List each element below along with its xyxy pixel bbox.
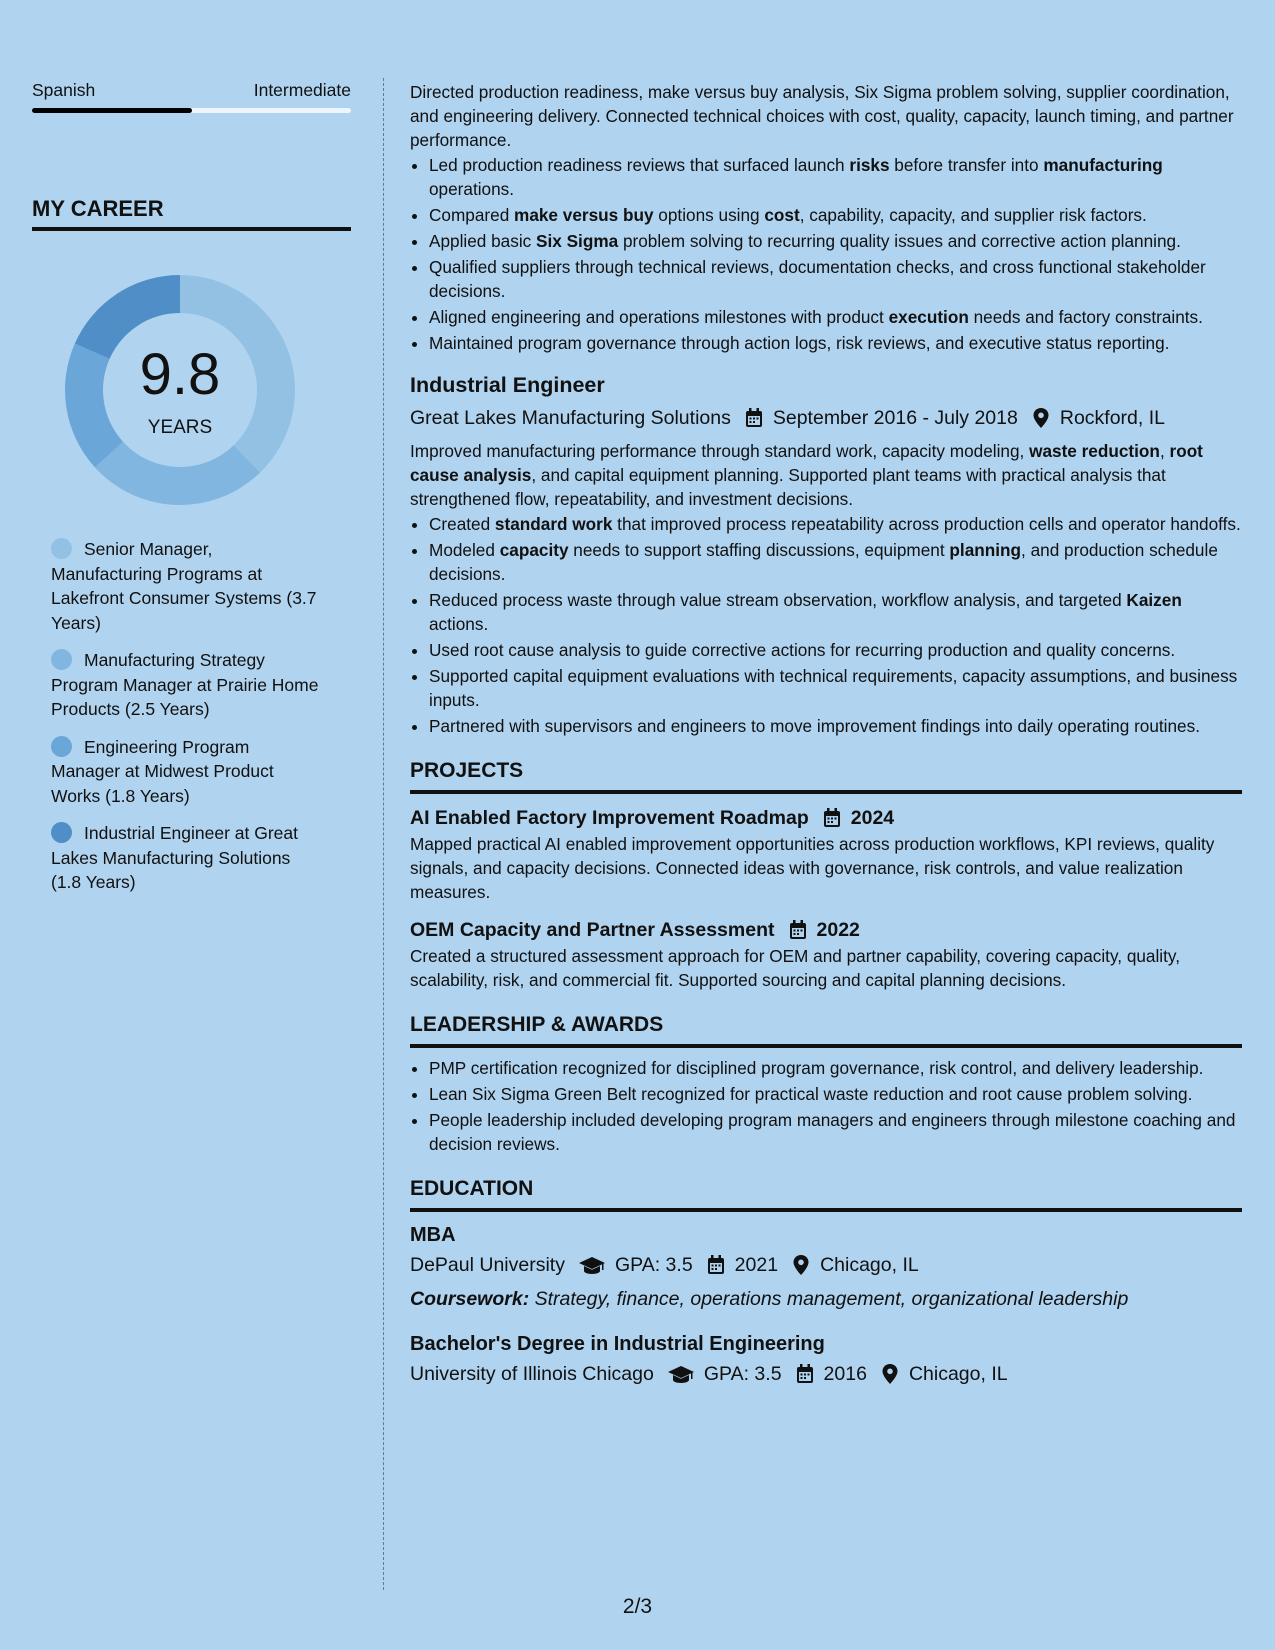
project-title-row	[410, 804, 1242, 832]
project-title: AI Enabled Factory Improvement Roadmap	[410, 807, 809, 829]
calendar-icon	[823, 808, 841, 828]
language-proficiency-fill	[32, 108, 192, 113]
career-donut-chart	[65, 275, 295, 505]
list-item: • Maintained program governance through action logs, risk reviews, and executive status reporting.	[429, 331, 1242, 355]
career-legend	[51, 537, 321, 895]
coursework-text: Strategy, finance, operations management, organizational leadership	[529, 1288, 1129, 1310]
list-item: • Partnered with supervisors and engineers to move improvement findings into daily operating routines.	[429, 714, 1242, 738]
list-item: • People leadership included developing program managers and engineers through milestone coaching and decision reviews.	[429, 1108, 1242, 1156]
education-year: 2021	[734, 1254, 779, 1276]
list-item: • Aligned engineering and operations milestones with product execution needs and factory constraints.	[429, 305, 1242, 329]
career-total-years: 9.8	[139, 342, 221, 407]
projects-heading: PROJECTS	[410, 756, 1242, 794]
location-pin-icon	[1032, 408, 1050, 428]
donut-slice	[95, 442, 260, 505]
language-row	[32, 80, 351, 101]
list-item: • Reduced process waste through value stream observation, workflow analysis, and targeted Kaizen actions.	[429, 588, 1242, 636]
column-divider	[383, 78, 384, 1590]
page-number: 2/3	[622, 1595, 653, 1618]
location-pin-icon	[792, 1255, 810, 1275]
education-location: Chicago, IL	[908, 1363, 1008, 1385]
job-bullets	[410, 512, 1242, 738]
graduation-cap-icon	[579, 1255, 605, 1275]
language-level: Intermediate	[253, 80, 351, 100]
awards-list	[410, 1056, 1242, 1156]
list-item: • Applied basic Six Sigma problem solving to recurring quality issues and corrective action planning.	[429, 229, 1242, 253]
legend-label: Industrial Engineer at Great Lakes Manufacturing Solutions (1.8 Years)	[51, 823, 299, 892]
calendar-icon	[707, 1255, 725, 1275]
calendar-icon	[745, 408, 763, 428]
career-legend-item	[51, 648, 321, 722]
right-column	[410, 80, 1242, 1389]
prev-job-bullets	[410, 153, 1242, 355]
education-meta	[410, 1359, 1242, 1389]
language-proficiency-bar	[32, 108, 351, 113]
list-item: • Supported capital equipment evaluations with technical requirements, capacity assumptions, and business inputs.	[429, 664, 1242, 712]
project-year: 2022	[816, 919, 860, 941]
job-location: Rockford, IL	[1059, 407, 1165, 429]
education-year: 2016	[823, 1363, 867, 1385]
project-description: Created a structured assessment approach for OEM and partner capability, covering capacity, quality, scalability, risk, and commercial fit. Supported sourcing and capital planning decisions.	[410, 946, 1180, 990]
list-item: • Compared make versus buy options using cost, capability, capacity, and supplier risk factors.	[429, 203, 1242, 227]
legend-dot-icon	[51, 538, 72, 559]
project-title: OEM Capacity and Partner Assessment	[410, 919, 775, 941]
education-degree: Bachelor's Degree in Industrial Engineering	[410, 1333, 825, 1355]
education-degree: MBA	[410, 1224, 456, 1246]
calendar-icon	[796, 1364, 814, 1384]
legend-label: Senior Manager, Manufacturing Programs at Lakefront Consumer Systems (3.7 Years)	[51, 539, 317, 633]
education-meta	[410, 1250, 1242, 1280]
list-item: • Lean Six Sigma Green Belt recognized for practical waste reduction and root cause problem solving.	[429, 1082, 1242, 1106]
education-school: University of Illinois Chicago	[410, 1363, 654, 1385]
career-legend-item	[51, 735, 321, 809]
list-item: • Modeled capacity needs to support staffing discussions, equipment planning, and production schedule decisions.	[429, 538, 1242, 586]
education-coursework	[410, 1285, 1242, 1313]
career-legend-item	[51, 821, 321, 895]
calendar-icon	[789, 920, 807, 940]
project-description: Mapped practical AI enabled improvement opportunities across production workflows, KPI reviews, quality signals, and capacity decisions. Connected ideas with governance, risk controls, and value realization measures.	[410, 834, 1215, 902]
project-year: 2024	[850, 807, 895, 829]
project-title-row	[410, 916, 1242, 944]
education-heading: EDUCATION	[410, 1174, 1242, 1212]
legend-label: Manufacturing Strategy Program Manager at Prairie Home Products (2.5 Years)	[51, 650, 319, 719]
job-meta	[410, 404, 1242, 432]
prev-job-summary: Directed production readiness, make versus buy analysis, Six Sigma problem solving, supplier coordination, and engineering delivery. Connected technical choices with cost, quality, capacity, launch timing, and partner performance.	[410, 82, 1234, 150]
list-item: • Created standard work that improved process repeatability across production cells and operator handoffs.	[429, 512, 1242, 536]
job-summary: Improved manufacturing performance through standard work, capacity modeling, waste reduction, root cause analysis, and capital equipment planning. Supported plant teams with practical analysis that strengthened flow, repeatability, and investment decisions.	[410, 441, 1203, 509]
location-pin-icon	[881, 1364, 899, 1384]
left-column	[32, 80, 351, 908]
list-item: • Qualified suppliers through technical reviews, documentation checks, and cross functional stakeholder decisions.	[429, 255, 1242, 303]
legend-label: Engineering Program Manager at Midwest Product Works (1.8 Years)	[51, 736, 274, 806]
list-item: • PMP certification recognized for disciplined program governance, risk control, and delivery leadership.	[429, 1056, 1242, 1080]
career-heading: MY CAREER	[32, 196, 351, 231]
legend-dot-icon	[51, 649, 72, 670]
awards-heading: LEADERSHIP & AWARDS	[410, 1010, 1242, 1048]
education-school: DePaul University	[410, 1254, 565, 1276]
job-title: Industrial Engineer	[410, 373, 605, 397]
career-legend-item	[51, 537, 321, 635]
list-item: • Used root cause analysis to guide corrective actions for recurring production and quality concerns.	[429, 638, 1242, 662]
legend-dot-icon	[51, 736, 72, 757]
list-item: • Led production readiness reviews that surfaced launch risks before transfer into manufacturing operations.	[429, 153, 1242, 201]
education-location: Chicago, IL	[820, 1254, 919, 1276]
legend-dot-icon	[51, 822, 72, 843]
job-dates: September 2016 - July 2018	[772, 407, 1018, 429]
career-years-label: YEARS	[147, 417, 213, 438]
graduation-cap-icon	[668, 1364, 694, 1384]
education-gpa: GPA: 3.5	[614, 1254, 693, 1276]
job-company: Great Lakes Manufacturing Solutions	[410, 407, 731, 429]
coursework-label: Coursework:	[410, 1288, 530, 1310]
language-name: Spanish	[32, 80, 96, 100]
education-gpa: GPA: 3.5	[703, 1363, 782, 1385]
